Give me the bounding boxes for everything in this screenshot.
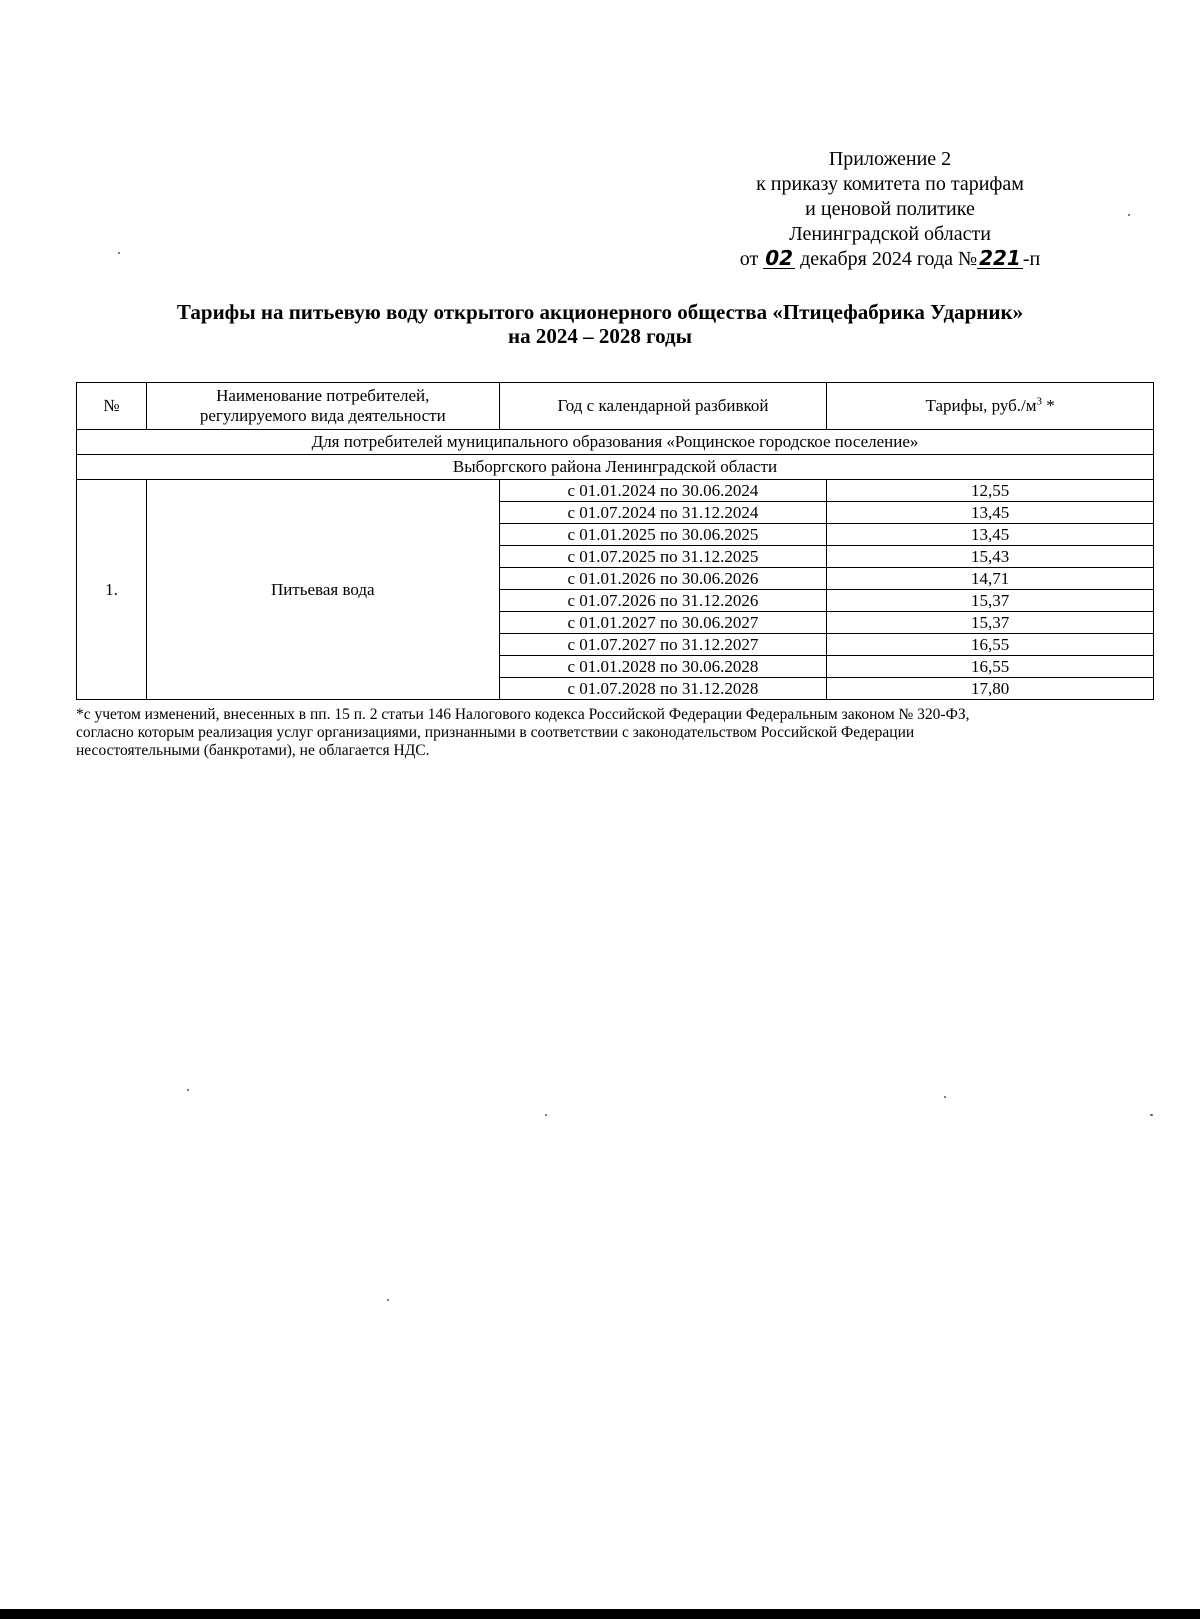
period-cell: с 01.07.2028 по 31.12.2028 [499,678,827,700]
tariff-table [76,382,1154,700]
appendix-line-1: Приложение 2 [828,148,952,170]
tariff-cell: 14,71 [827,568,1154,590]
scan-speck [1150,1114,1153,1116]
row-number: 1. [77,480,147,700]
header-name-line-2: регулируемого вида деятельности [199,406,446,425]
appendix-header [700,147,1080,272]
table-row [77,480,1154,502]
section-heading-line-1: Для потребителей муниципального образования «Рощинское городское поселение» [77,430,1154,455]
row-consumer-name: Питьевая вода [146,480,499,700]
scan-edge-bar [0,1609,1200,1619]
period-cell: с 01.01.2025 по 30.06.2025 [499,524,827,546]
header-tariff-sup: 3 [1036,395,1043,408]
header-name [146,383,499,430]
period-cell: с 01.07.2024 по 31.12.2024 [499,502,827,524]
appendix-line-2: к приказу комитета по тарифам [756,173,1024,195]
title-line-1: Тарифы на питьевую воду открытого акционерного общества «Птицефабрика Ударник» [176,300,1024,324]
period-cell: с 01.01.2026 по 30.06.2026 [499,568,827,590]
handwritten-day: 02 [765,246,794,270]
period-cell: с 01.07.2026 по 31.12.2026 [499,590,827,612]
appendix-line-3: и ценовой политике [805,198,975,220]
date-suffix: -п [1022,248,1041,270]
period-cell: с 01.01.2028 по 30.06.2028 [499,656,827,678]
header-name-line-1: Наименование потребителей, [216,386,430,405]
tariff-cell: 15,43 [827,546,1154,568]
date-middle: декабря 2024 года № [800,248,978,270]
tariff-cell: 16,55 [827,656,1154,678]
header-tariff-text: Тарифы, руб./м [925,396,1037,415]
tariff-cell: 13,45 [827,524,1154,546]
footnote-line-1: *с учетом изменений, внесенных в пп. 15 п. 2 статьи 146 Налогового кодекса Российской Федерации Федеральным законом № 320-ФЗ, [76,706,970,723]
tariff-cell: 12,55 [827,480,1154,502]
footnote-line-3: несостоятельными (банкротами), не облагается НДС. [76,742,430,759]
header-number: № [77,383,147,430]
tariff-cell: 16,55 [827,634,1154,656]
section-row-1 [77,430,1154,455]
period-cell: с 01.01.2027 по 30.06.2027 [499,612,827,634]
appendix-line-4: Ленинградской области [789,223,991,245]
footnote-line-2: согласно которым реализация услуг организациями, признанными в соответствии с законодательством Российской Федерации [76,724,915,741]
scan-speck [118,252,120,254]
tariff-cell: 17,80 [827,678,1154,700]
header-tariff [827,383,1154,430]
period-cell: с 01.01.2024 по 30.06.2024 [499,480,827,502]
scan-speck [187,1089,189,1091]
table-header-row [77,383,1154,430]
order-date-line [700,247,1080,272]
header-tariff-mark: * [1042,396,1055,415]
footnote [76,706,1158,760]
tariff-cell: 15,37 [827,612,1154,634]
handwritten-number: 221 [979,246,1021,270]
header-period: Год с календарной разбивкой [499,383,827,430]
section-heading-line-2: Выборгского района Ленинградской области [77,455,1154,480]
period-cell: с 01.07.2027 по 31.12.2027 [499,634,827,656]
document-title [80,300,1120,348]
scan-speck [387,1299,389,1301]
tariff-cell: 15,37 [827,590,1154,612]
section-row-2 [77,455,1154,480]
scan-speck [1128,214,1130,216]
scan-speck [944,1096,946,1098]
period-cell: с 01.07.2025 по 31.12.2025 [499,546,827,568]
title-line-2: на 2024 – 2028 годы [507,324,693,348]
date-prefix: от [739,248,759,270]
tariff-cell: 13,45 [827,502,1154,524]
scan-speck [545,1114,547,1116]
